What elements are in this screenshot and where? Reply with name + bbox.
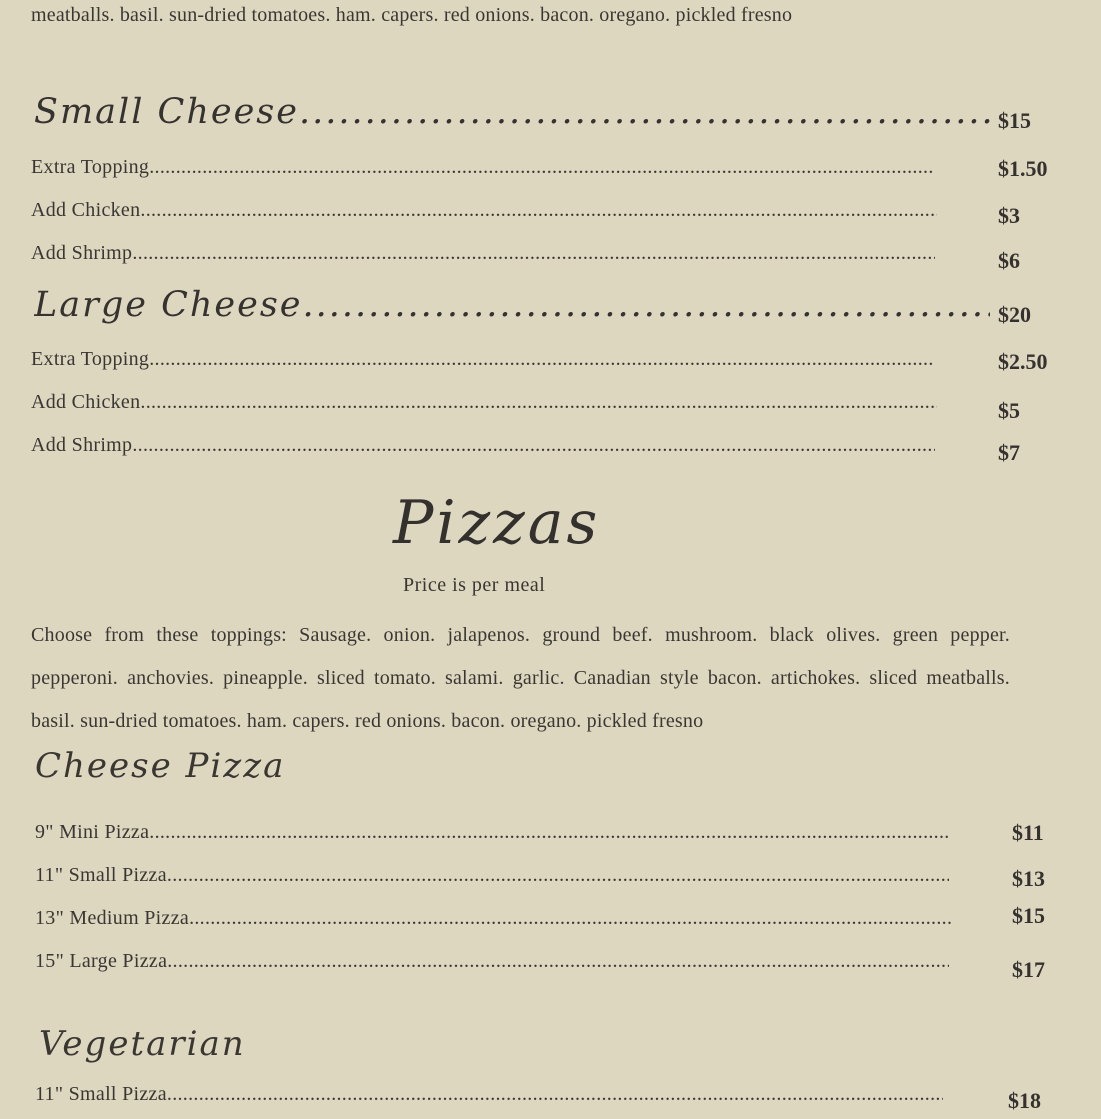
pizza-row bbox=[35, 864, 949, 887]
extra-label: Extra Topping bbox=[31, 156, 150, 178]
group-title-vegetarian: Vegetarian bbox=[39, 1024, 246, 1064]
dot-leader bbox=[149, 821, 948, 844]
dot-leader bbox=[132, 434, 935, 457]
dot-leader bbox=[189, 907, 951, 930]
pizza-label: 13" Medium Pizza bbox=[35, 907, 190, 929]
pizza-price: $15 bbox=[1012, 903, 1045, 928]
menu-item-large-cheese bbox=[34, 285, 990, 325]
dot-leader bbox=[167, 864, 949, 887]
extra-price: $1.50 bbox=[998, 156, 1048, 181]
extra-label: Add Chicken bbox=[31, 199, 141, 221]
extra-label: Add Shrimp bbox=[31, 242, 133, 264]
pizza-label: 11" Small Pizza bbox=[35, 1083, 167, 1105]
extra-row bbox=[31, 348, 933, 371]
extra-row bbox=[31, 391, 937, 414]
extra-price: $2.50 bbox=[998, 349, 1048, 374]
pizza-price: $11 bbox=[1012, 820, 1044, 845]
extra-row bbox=[31, 199, 937, 222]
extra-price: $3 bbox=[998, 203, 1020, 228]
pizza-label: 9" Mini Pizza bbox=[35, 821, 150, 843]
pizza-row bbox=[35, 950, 949, 973]
section-title: Pizzas bbox=[393, 488, 601, 558]
group-title-cheese-pizza: Cheese Pizza bbox=[35, 746, 286, 786]
menu-item-name: Large Cheese bbox=[34, 285, 303, 325]
pizza-row bbox=[35, 1083, 943, 1106]
extra-row bbox=[31, 242, 935, 265]
dot-leader bbox=[140, 199, 937, 222]
pizza-price: $13 bbox=[1012, 866, 1045, 891]
dot-leader bbox=[303, 285, 990, 325]
menu-item-price: $20 bbox=[998, 302, 1031, 327]
extra-price: $5 bbox=[998, 398, 1020, 423]
pizza-price: $18 bbox=[1008, 1088, 1041, 1113]
extra-price: $6 bbox=[998, 248, 1020, 273]
extra-row bbox=[31, 156, 933, 179]
dot-leader bbox=[140, 391, 937, 414]
pizza-row bbox=[35, 907, 951, 930]
toppings-description: Choose from these toppings: Sausage. onion. jalapenos. ground beef. mushroom. black olives. green pepper. pepperoni. anchovies. pineapple. sliced tomato. salami. garlic. Canadian style bacon. artichokes. sliced meatballs. basil. sun-dried tomatoes. ham. capers. red onions. bacon. oregano. pickled fresno bbox=[31, 624, 1010, 732]
dot-leader bbox=[167, 1083, 943, 1106]
dot-leader bbox=[167, 950, 949, 973]
menu-item-name: Small Cheese bbox=[34, 92, 299, 132]
menu-item-price: $15 bbox=[998, 108, 1031, 133]
dot-leader bbox=[299, 92, 990, 132]
extra-label: Extra Topping bbox=[31, 348, 150, 370]
dot-leader bbox=[132, 242, 935, 265]
pizza-label: 11" Small Pizza bbox=[35, 864, 167, 886]
extra-label: Add Chicken bbox=[31, 391, 141, 413]
pizza-row bbox=[35, 821, 948, 844]
menu-item-small-cheese bbox=[34, 92, 990, 132]
extra-row bbox=[31, 434, 935, 457]
dot-leader bbox=[149, 348, 933, 371]
extra-price: $7 bbox=[998, 440, 1020, 465]
pizza-label: 15" Large Pizza bbox=[35, 950, 168, 972]
pizza-price: $17 bbox=[1012, 957, 1045, 982]
extra-label: Add Shrimp bbox=[31, 434, 133, 456]
section-subtitle: Price is per meal bbox=[403, 574, 546, 596]
dot-leader bbox=[149, 156, 933, 179]
toppings-continuation-text: meatballs. basil. sun-dried tomatoes. ham. capers. red onions. bacon. oregano. pickled fresno bbox=[31, 4, 793, 26]
